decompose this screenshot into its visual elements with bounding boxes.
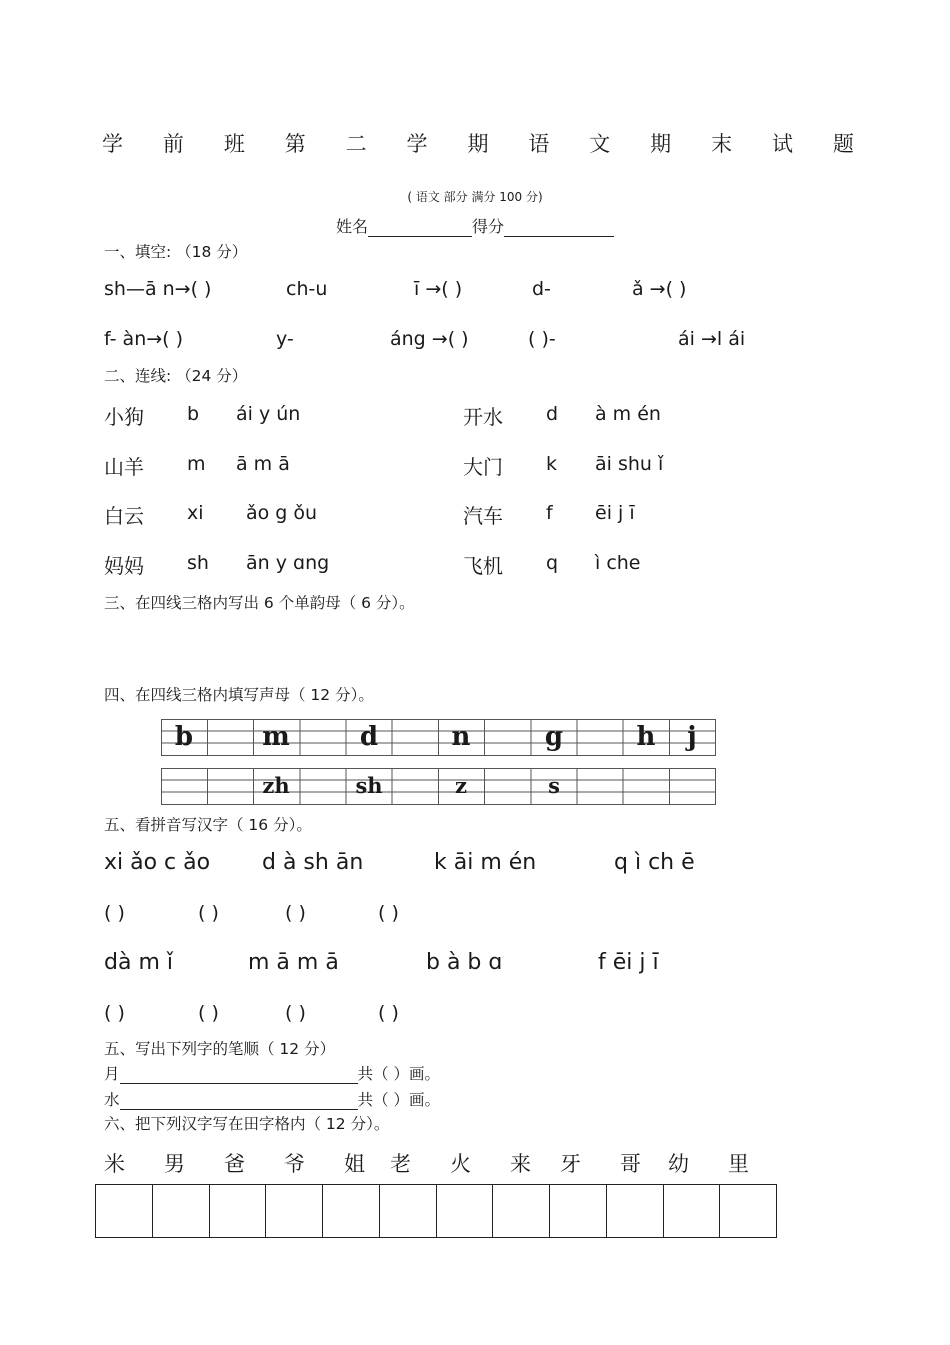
grid-letter: d	[359, 722, 379, 752]
title-char: 期	[650, 132, 672, 156]
tianzige-cell[interactable]	[266, 1185, 323, 1237]
pinyin-word: m ā m ā	[248, 950, 339, 975]
four-line-grid-2	[161, 768, 716, 805]
pinyin-word: xi ǎo c ǎo	[104, 850, 211, 875]
match-word: 山羊	[104, 455, 144, 479]
stroke-order-field[interactable]	[120, 1095, 358, 1110]
fill-item: áng →( )	[390, 328, 469, 350]
char-item: 老	[390, 1152, 411, 1176]
grid-letter: g	[544, 722, 564, 752]
match-initial: xi	[187, 502, 204, 524]
stroke-row	[104, 1088, 440, 1110]
section-4-heading: 四、在四线三格内填写声母（ 12 分）。	[104, 686, 374, 704]
subtitle: ( 语文 部分 满分 100 分)	[407, 190, 543, 204]
char-item: 幼	[668, 1152, 689, 1176]
section-5-heading: 五、看拼音写汉字（ 16 分）。	[104, 816, 312, 834]
tianzige-cell[interactable]	[210, 1185, 267, 1237]
title-char: 题	[832, 132, 854, 156]
title-char: 末	[711, 132, 733, 156]
match-initial: sh	[187, 552, 209, 574]
grid-letter: n	[451, 722, 471, 752]
name-field[interactable]	[368, 220, 472, 237]
char-item: 姐	[344, 1152, 365, 1176]
tianzige-grid	[95, 1184, 777, 1238]
answer-blank[interactable]: ( )	[198, 1002, 219, 1024]
grid-letter: m	[262, 722, 290, 752]
title-char: 学	[406, 132, 428, 156]
answer-blank[interactable]: ( )	[104, 902, 125, 924]
fill-item: ī →( )	[414, 278, 463, 300]
char-item: 米	[104, 1152, 125, 1176]
match-word: 白云	[104, 504, 144, 528]
section-1-heading: 一、填空: （18 分）	[104, 243, 248, 261]
tianzige-cell[interactable]	[323, 1185, 380, 1237]
title-char: 试	[771, 132, 793, 156]
tianzige-cell[interactable]	[607, 1185, 664, 1237]
pinyin-word: dà m ǐ	[104, 950, 173, 975]
answer-blank[interactable]: ( )	[285, 1002, 306, 1024]
title-char: 语	[528, 132, 550, 156]
match-word: 开水	[463, 405, 503, 429]
match-final: ān y ɑng	[246, 552, 330, 574]
answer-blank[interactable]: ( )	[285, 902, 306, 924]
title-char: 前	[162, 132, 184, 156]
title-char: 班	[223, 132, 245, 156]
match-word: 小狗	[104, 405, 144, 429]
title-char: 文	[589, 132, 611, 156]
name-label: 姓名	[335, 217, 368, 236]
fill-item: ái →l ái	[678, 328, 746, 350]
section-6-heading: 六、把下列汉字写在田字格内（ 12 分）。	[104, 1115, 390, 1133]
match-initial: k	[546, 453, 558, 475]
grid-letter: sh	[355, 773, 383, 798]
section-5b-heading: 五、写出下列字的笔顺（ 12 分）	[104, 1040, 336, 1058]
char-item: 爸	[224, 1152, 245, 1176]
stroke-order-field[interactable]	[120, 1069, 358, 1084]
char-item: 哥	[620, 1152, 641, 1176]
grid-letter: s	[548, 773, 560, 798]
match-initial: b	[187, 403, 200, 425]
name-score-row	[0, 214, 950, 237]
tianzige-cell[interactable]	[153, 1185, 210, 1237]
match-initial: q	[546, 552, 559, 574]
title-char: 学	[102, 132, 123, 156]
char-item: 火	[450, 1152, 471, 1176]
fill-item: ch-u	[286, 278, 328, 300]
match-word: 汽车	[463, 504, 503, 528]
tianzige-cell[interactable]	[720, 1185, 776, 1237]
score-label: 得分	[472, 217, 505, 236]
stroke-count-text: 共（ ）画。	[357, 1065, 440, 1083]
page-title	[102, 128, 854, 158]
char-item: 爷	[284, 1152, 305, 1176]
fill-item: ( )-	[528, 328, 556, 350]
tianzige-cell[interactable]	[550, 1185, 607, 1237]
title-char: 第	[284, 132, 306, 156]
match-initial: f	[546, 502, 553, 524]
grid-letter: h	[636, 722, 656, 752]
tianzige-cell[interactable]	[437, 1185, 494, 1237]
answer-blank[interactable]: ( )	[104, 1002, 125, 1024]
tianzige-cell[interactable]	[96, 1185, 153, 1237]
stroke-char: 水	[104, 1091, 120, 1109]
score-field[interactable]	[504, 220, 614, 237]
grid-letter: j	[687, 722, 697, 752]
tianzige-cell[interactable]	[664, 1185, 721, 1237]
match-initial: m	[187, 453, 206, 475]
pinyin-word: k āi m én	[434, 850, 537, 875]
char-item: 里	[728, 1152, 749, 1176]
grid-letter: b	[174, 722, 194, 752]
tianzige-cell[interactable]	[493, 1185, 550, 1237]
pinyin-word: b à b ɑ	[426, 950, 503, 975]
pinyin-word: d à sh ān	[262, 850, 364, 875]
match-final: ǎo g ǒu	[246, 502, 318, 524]
grid-letter: z	[455, 773, 467, 798]
char-item: 男	[164, 1152, 185, 1176]
four-line-grid-1	[161, 719, 716, 756]
char-item: 牙	[560, 1152, 581, 1176]
pinyin-word: q ì ch ē	[614, 850, 695, 875]
match-final: ái y ún	[236, 403, 301, 425]
match-word: 大门	[463, 455, 503, 479]
match-word: 飞机	[463, 554, 503, 578]
match-initial: d	[546, 403, 559, 425]
match-final: ā m ā	[236, 453, 290, 475]
answer-blank[interactable]: ( )	[378, 1002, 399, 1024]
title-char: 二	[345, 132, 367, 156]
stroke-row	[104, 1062, 440, 1084]
fill-item: ǎ →( )	[632, 278, 687, 300]
fill-item: y-	[276, 328, 294, 350]
section-2-heading: 二、连线: （24 分）	[104, 367, 248, 385]
grid-letter: zh	[262, 773, 290, 798]
answer-blank[interactable]: ( )	[198, 902, 219, 924]
match-final: ì che	[595, 552, 641, 574]
match-final: āi shu ǐ	[595, 453, 664, 475]
answer-blank[interactable]: ( )	[378, 902, 399, 924]
section-3-heading: 三、在四线三格内写出 6 个单韵母（ 6 分）。	[104, 594, 415, 612]
pinyin-word: f ēi j ī	[598, 950, 659, 975]
match-word: 妈妈	[104, 554, 144, 578]
match-final: à m én	[595, 403, 661, 425]
tianzige-cell[interactable]	[380, 1185, 437, 1237]
char-item: 来	[510, 1152, 531, 1176]
match-final: ēi j ī	[595, 502, 635, 524]
fill-item: f- àn→( )	[104, 328, 184, 350]
fill-item: d-	[532, 278, 551, 300]
title-char: 期	[467, 132, 489, 156]
fill-item: sh—ā n→( )	[104, 278, 212, 300]
stroke-char: 月	[104, 1065, 120, 1083]
stroke-count-text: 共（ ）画。	[357, 1091, 440, 1109]
